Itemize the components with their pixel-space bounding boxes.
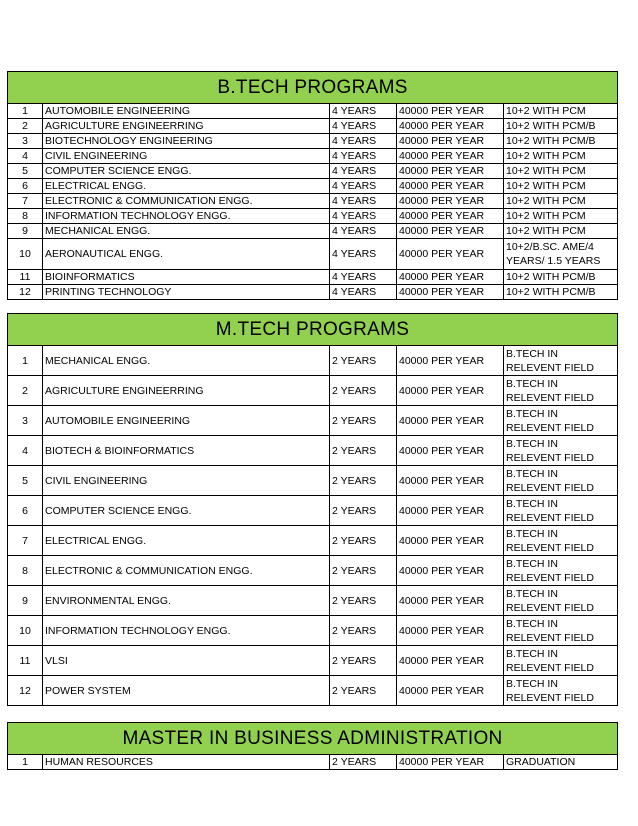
- row-number-cell: 12: [8, 285, 43, 300]
- fee-cell: 40000 PER YEAR: [397, 194, 504, 209]
- row-number-cell: 2: [8, 376, 43, 406]
- program-name-cell: VLSI: [43, 646, 330, 676]
- duration-cell: 2 YEARS: [330, 676, 397, 706]
- duration-cell: 2 YEARS: [330, 616, 397, 646]
- fee-cell: 40000 PER YEAR: [397, 616, 504, 646]
- table-row: [8, 646, 618, 676]
- fee-cell: 40000 PER YEAR: [397, 436, 504, 466]
- eligibility-cell: B.TECH IN RELEVENT FIELD: [504, 466, 618, 496]
- duration-cell: 2 YEARS: [330, 406, 397, 436]
- row-number-cell: 1: [8, 755, 43, 770]
- fee-cell: 40000 PER YEAR: [397, 496, 504, 526]
- table-row: [8, 406, 618, 436]
- eligibility-cell: B.TECH IN RELEVENT FIELD: [504, 586, 618, 616]
- mba-table: [7, 722, 618, 770]
- duration-cell: 2 YEARS: [330, 755, 397, 770]
- duration-cell: 4 YEARS: [330, 239, 397, 270]
- table-row: [8, 194, 618, 209]
- eligibility-cell: 10+2 WITH PCM/B: [504, 285, 618, 300]
- duration-cell: 2 YEARS: [330, 646, 397, 676]
- row-number-cell: 9: [8, 586, 43, 616]
- table-row: [8, 149, 618, 164]
- program-name-cell: AGRICULTURE ENGINEERRING: [43, 376, 330, 406]
- table-row: [8, 346, 618, 376]
- eligibility-cell: B.TECH IN RELEVENT FIELD: [504, 346, 618, 376]
- eligibility-cell: 10+2 WITH PCM: [504, 149, 618, 164]
- row-number-cell: 4: [8, 149, 43, 164]
- program-name-cell: INFORMATION TECHNOLOGY ENGG.: [43, 209, 330, 224]
- duration-cell: 2 YEARS: [330, 526, 397, 556]
- row-number-cell: 12: [8, 676, 43, 706]
- program-name-cell: AUTOMOBILE ENGINEERING: [43, 104, 330, 119]
- row-number-cell: 3: [8, 406, 43, 436]
- mtech-table: [7, 313, 618, 706]
- program-name-cell: CIVIL ENGINEERING: [43, 149, 330, 164]
- fee-cell: 40000 PER YEAR: [397, 179, 504, 194]
- table-row: [8, 285, 618, 300]
- program-name-cell: ENVIRONMENTAL ENGG.: [43, 586, 330, 616]
- fee-cell: 40000 PER YEAR: [397, 676, 504, 706]
- table-row: [8, 586, 618, 616]
- eligibility-cell: 10+2/B.SC. AME/4 YEARS/ 1.5 YEARS: [504, 239, 618, 270]
- table-row: [8, 179, 618, 194]
- program-name-cell: AERONAUTICAL ENGG.: [43, 239, 330, 270]
- fee-cell: 40000 PER YEAR: [397, 556, 504, 586]
- duration-cell: 4 YEARS: [330, 119, 397, 134]
- row-number-cell: 5: [8, 466, 43, 496]
- table-row: [8, 134, 618, 149]
- program-name-cell: ELECTRICAL ENGG.: [43, 179, 330, 194]
- table-row: [8, 755, 618, 770]
- eligibility-cell: B.TECH IN RELEVENT FIELD: [504, 376, 618, 406]
- program-name-cell: AUTOMOBILE ENGINEERING: [43, 406, 330, 436]
- fee-cell: 40000 PER YEAR: [397, 586, 504, 616]
- eligibility-cell: B.TECH IN RELEVENT FIELD: [504, 526, 618, 556]
- eligibility-cell: 10+2 WITH PCM: [504, 164, 618, 179]
- program-name-cell: BIOTECH & BIOINFORMATICS: [43, 436, 330, 466]
- duration-cell: 4 YEARS: [330, 179, 397, 194]
- eligibility-cell: 10+2 WITH PCM: [504, 179, 618, 194]
- fee-cell: 40000 PER YEAR: [397, 134, 504, 149]
- fee-cell: 40000 PER YEAR: [397, 755, 504, 770]
- row-number-cell: 8: [8, 209, 43, 224]
- duration-cell: 4 YEARS: [330, 134, 397, 149]
- row-number-cell: 2: [8, 119, 43, 134]
- fee-cell: 40000 PER YEAR: [397, 270, 504, 285]
- table-row: [8, 119, 618, 134]
- program-name-cell: BIOTECHNOLOGY ENGINEERING: [43, 134, 330, 149]
- duration-cell: 4 YEARS: [330, 194, 397, 209]
- row-number-cell: 9: [8, 224, 43, 239]
- duration-cell: 2 YEARS: [330, 496, 397, 526]
- program-name-cell: HUMAN RESOURCES: [43, 755, 330, 770]
- duration-cell: 2 YEARS: [330, 586, 397, 616]
- eligibility-cell: B.TECH IN RELEVENT FIELD: [504, 556, 618, 586]
- fee-cell: 40000 PER YEAR: [397, 646, 504, 676]
- program-name-cell: COMPUTER SCIENCE ENGG.: [43, 496, 330, 526]
- duration-cell: 2 YEARS: [330, 376, 397, 406]
- table-row: [8, 556, 618, 586]
- row-number-cell: 3: [8, 134, 43, 149]
- fee-cell: 40000 PER YEAR: [397, 526, 504, 556]
- duration-cell: 4 YEARS: [330, 149, 397, 164]
- duration-cell: 2 YEARS: [330, 556, 397, 586]
- program-name-cell: INFORMATION TECHNOLOGY ENGG.: [43, 616, 330, 646]
- program-name-cell: MECHANICAL ENGG.: [43, 346, 330, 376]
- eligibility-cell: 10+2 WITH PCM: [504, 104, 618, 119]
- eligibility-cell: B.TECH IN RELEVENT FIELD: [504, 406, 618, 436]
- mtech-title: M.TECH PROGRAMS: [8, 314, 618, 346]
- row-number-cell: 8: [8, 556, 43, 586]
- row-number-cell: 7: [8, 194, 43, 209]
- program-name-cell: CIVIL ENGINEERING: [43, 466, 330, 496]
- row-number-cell: 1: [8, 346, 43, 376]
- table-row: [8, 164, 618, 179]
- eligibility-cell: B.TECH IN RELEVENT FIELD: [504, 616, 618, 646]
- table-row: [8, 436, 618, 466]
- btech-table: [7, 71, 618, 300]
- eligibility-cell: 10+2 WITH PCM: [504, 224, 618, 239]
- table-row: [8, 239, 618, 270]
- fee-cell: 40000 PER YEAR: [397, 104, 504, 119]
- duration-cell: 4 YEARS: [330, 270, 397, 285]
- table-row: [8, 209, 618, 224]
- program-name-cell: ELECTRICAL ENGG.: [43, 526, 330, 556]
- mba-title: MASTER IN BUSINESS ADMINISTRATION: [8, 723, 618, 755]
- program-name-cell: POWER SYSTEM: [43, 676, 330, 706]
- fee-cell: 40000 PER YEAR: [397, 149, 504, 164]
- fee-cell: 40000 PER YEAR: [397, 466, 504, 496]
- eligibility-cell: B.TECH IN RELEVENT FIELD: [504, 496, 618, 526]
- table-row: [8, 376, 618, 406]
- row-number-cell: 6: [8, 496, 43, 526]
- row-number-cell: 1: [8, 104, 43, 119]
- table-row: [8, 526, 618, 556]
- duration-cell: 2 YEARS: [330, 346, 397, 376]
- eligibility-cell: B.TECH IN RELEVENT FIELD: [504, 676, 618, 706]
- fee-cell: 40000 PER YEAR: [397, 209, 504, 224]
- fee-cell: 40000 PER YEAR: [397, 119, 504, 134]
- duration-cell: 4 YEARS: [330, 224, 397, 239]
- program-name-cell: ELECTRONIC & COMMUNICATION ENGG.: [43, 194, 330, 209]
- table-row: [8, 496, 618, 526]
- program-name-cell: COMPUTER SCIENCE ENGG.: [43, 164, 330, 179]
- table-row: [8, 676, 618, 706]
- duration-cell: 4 YEARS: [330, 104, 397, 119]
- fee-cell: 40000 PER YEAR: [397, 224, 504, 239]
- table-row: [8, 224, 618, 239]
- duration-cell: 2 YEARS: [330, 466, 397, 496]
- row-number-cell: 10: [8, 616, 43, 646]
- program-name-cell: MECHANICAL ENGG.: [43, 224, 330, 239]
- fee-cell: 40000 PER YEAR: [397, 376, 504, 406]
- fee-cell: 40000 PER YEAR: [397, 406, 504, 436]
- btech-section: [7, 71, 617, 300]
- eligibility-cell: B.TECH IN RELEVENT FIELD: [504, 436, 618, 466]
- table-row: [8, 466, 618, 496]
- program-name-cell: ELECTRONIC & COMMUNICATION ENGG.: [43, 556, 330, 586]
- program-name-cell: BIOINFORMATICS: [43, 270, 330, 285]
- eligibility-cell: 10+2 WITH PCM/B: [504, 270, 618, 285]
- fee-cell: 40000 PER YEAR: [397, 285, 504, 300]
- program-name-cell: AGRICULTURE ENGINEERRING: [43, 119, 330, 134]
- row-number-cell: 7: [8, 526, 43, 556]
- table-row: [8, 104, 618, 119]
- eligibility-cell: 10+2 WITH PCM/B: [504, 134, 618, 149]
- duration-cell: 4 YEARS: [330, 209, 397, 224]
- mtech-section: [7, 313, 617, 706]
- mba-section: [7, 722, 617, 770]
- duration-cell: 4 YEARS: [330, 164, 397, 179]
- eligibility-cell: 10+2 WITH PCM: [504, 194, 618, 209]
- program-name-cell: PRINTING TECHNOLOGY: [43, 285, 330, 300]
- eligibility-cell: 10+2 WITH PCM/B: [504, 119, 618, 134]
- row-number-cell: 10: [8, 239, 43, 270]
- row-number-cell: 6: [8, 179, 43, 194]
- row-number-cell: 11: [8, 270, 43, 285]
- fee-cell: 40000 PER YEAR: [397, 346, 504, 376]
- row-number-cell: 5: [8, 164, 43, 179]
- table-row: [8, 270, 618, 285]
- btech-title: B.TECH PROGRAMS: [8, 72, 618, 104]
- fee-cell: 40000 PER YEAR: [397, 164, 504, 179]
- fee-cell: 40000 PER YEAR: [397, 239, 504, 270]
- row-number-cell: 4: [8, 436, 43, 466]
- eligibility-cell: B.TECH IN RELEVENT FIELD: [504, 646, 618, 676]
- eligibility-cell: GRADUATION: [504, 755, 618, 770]
- row-number-cell: 11: [8, 646, 43, 676]
- eligibility-cell: 10+2 WITH PCM: [504, 209, 618, 224]
- duration-cell: 4 YEARS: [330, 285, 397, 300]
- duration-cell: 2 YEARS: [330, 436, 397, 466]
- table-row: [8, 616, 618, 646]
